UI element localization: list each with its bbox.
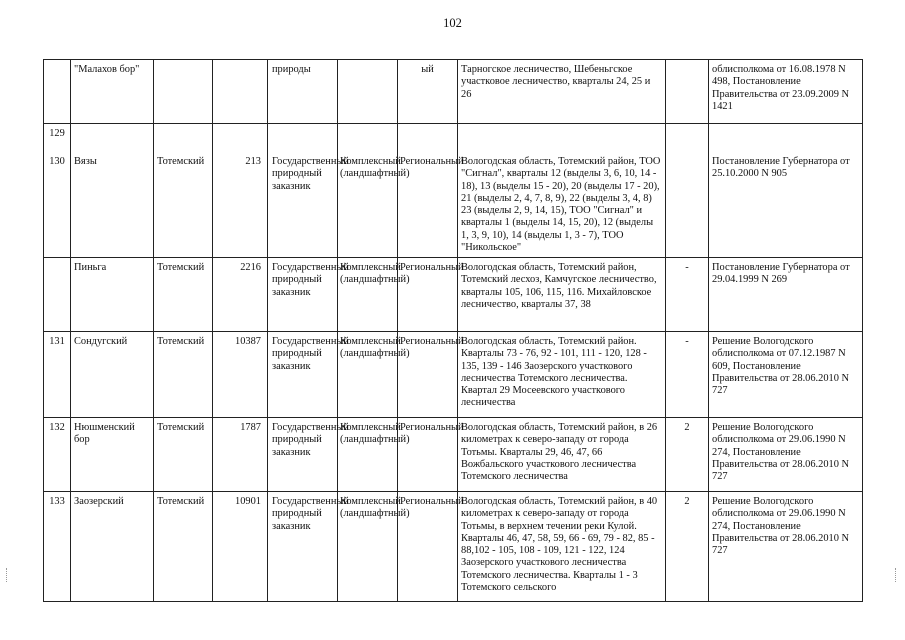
legal-document: Постановление Губернатора от 25.10.2000 N 905 — [709, 124, 863, 258]
area-kind: Государственный природный заказник — [268, 258, 338, 332]
area-size — [213, 60, 268, 124]
table-row — [44, 418, 863, 492]
row-number: 133 — [44, 492, 71, 602]
area-location: Тарногское лесничество, Шебеньгское участковое лесничество, кварталы 24, 25 и 26 — [458, 60, 666, 124]
area-significance: ый — [398, 60, 458, 124]
area-location: Вологодская область, Тотемский район, ТОО "Сигнал", кварталы 12 (выделы 3, 6, 10, 14 - 18), 13 (выделы 15 - 20), 20 (выделы 17 - 20), 21 (выделы 2, 4, 7, 8, 9), 22 (выделы 3, 4, 8) 23 (выделы 2, 9, 14, 15), ТОО "Сигнал" и кварталы 1 (выделы 14, 15, 20), 12 (выделы 1, 3, 9, 10), 14 (выделы 1, 3 - 7), ТОО "Никольское" — [458, 124, 666, 258]
table-row — [44, 332, 863, 418]
table-row — [44, 60, 863, 124]
area-significance: Региональный — [398, 124, 458, 258]
area-category: - — [666, 258, 709, 332]
area-size: 213 — [213, 124, 268, 258]
area-location: Вологодская область, Тотемский район, в 26 километрах к северо-западу от города Тотьмы. Кварталы 29, 46, 47, 66 Вожбальского участкового лесничества Тотемского лесничества — [458, 418, 666, 492]
area-name: Заозерский — [71, 492, 154, 602]
legal-document: облисполкома от 16.08.1978 N 498, Постановление Правительства от 23.09.2009 N 1421 — [709, 60, 863, 124]
area-name: Нюшменский бор — [71, 418, 154, 492]
table-row — [44, 492, 863, 602]
area-size: 10901 — [213, 492, 268, 602]
district: Тотемский — [154, 418, 213, 492]
legal-document: Решение Вологодского облисполкома от 29.06.1990 N 274, Постановление Правительства от 28.06.2010 N 727 — [709, 418, 863, 492]
area-profile — [338, 60, 398, 124]
area-profile: Комплексный (ландшафтный) — [338, 258, 398, 332]
area-location: Вологодская область, Тотемский район, Тотемский лесхоз, Камчугское лесничество, кварталы 105, 106, 115, 116. Михайловское лесничество, кварталы 37, 38 — [458, 258, 666, 332]
area-profile: Комплексный (ландшафтный) — [338, 418, 398, 492]
row-number — [44, 258, 71, 332]
area-size: 2216 — [213, 258, 268, 332]
district: Тотемский — [154, 258, 213, 332]
area-profile: Комплексный (ландшафтный) — [338, 332, 398, 418]
row-number: 132 — [44, 418, 71, 492]
area-profile: Комплексный (ландшафтный) — [338, 492, 398, 602]
area-category: 2 — [666, 492, 709, 602]
area-name: Сондугский — [71, 332, 154, 418]
area-kind: Государственный природный заказник — [268, 124, 338, 258]
area-name: "Малахов бор" — [71, 60, 154, 124]
area-name: Вязы — [71, 124, 154, 258]
protected-areas-table — [43, 59, 862, 602]
legal-document: Решение Вологодского облисполкома от 29.06.1990 N 274, Постановление Правительства от 28.06.2010 N 727 — [709, 492, 863, 602]
area-significance: Региональный — [398, 492, 458, 602]
district: Тотемский — [154, 492, 213, 602]
area-significance: Региональный — [398, 418, 458, 492]
area-kind: Государственный природный заказник — [268, 332, 338, 418]
district: Тотемский — [154, 124, 213, 258]
legal-document: Постановление Губернатора от 29.04.1999 N 269 — [709, 258, 863, 332]
district: Тотемский — [154, 332, 213, 418]
row-number-129: 129 — [49, 128, 65, 139]
area-significance: Региональный — [398, 258, 458, 332]
area-kind: природы — [268, 60, 338, 124]
area-category — [666, 60, 709, 124]
row-number — [44, 60, 71, 124]
area-name: Пиньга — [71, 258, 154, 332]
area-profile: Комплексный (ландшафтный) — [338, 124, 398, 258]
district — [154, 60, 213, 124]
row-number: 131 — [44, 332, 71, 418]
area-size: 10387 — [213, 332, 268, 418]
area-significance: Региональный — [398, 332, 458, 418]
row-number-130: 130 — [49, 156, 65, 168]
scan-edge-mark-left — [6, 568, 10, 582]
legal-document: Решение Вологодского облисполкома от 07.12.1987 N 609, Постановление Правительства от 28.06.2010 N 727 — [709, 332, 863, 418]
area-kind: Государственный природный заказник — [268, 418, 338, 492]
row-number — [44, 124, 71, 258]
area-category: 2 — [666, 418, 709, 492]
area-location: Вологодская область, Тотемский район. Кварталы 73 - 76, 92 - 101, 111 - 120, 128 - 135, 139 - 146 Заозерского участкового лесничества Тотемского лесничества. Квартал 29 Мосеевского участкового лесничества — [458, 332, 666, 418]
table-row — [44, 124, 863, 258]
area-kind: Государственный природный заказник — [268, 492, 338, 602]
area-size: 1787 — [213, 418, 268, 492]
table-row — [44, 258, 863, 332]
area-category: - — [666, 332, 709, 418]
area-category — [666, 124, 709, 258]
area-location: Вологодская область, Тотемский район, в 40 километрах к северо-западу от города Тотьмы, в верхнем течении реки Кулой. Кварталы 46, 47, 58, 59, 66 - 69, 79 - 82, 85 - 88,102 - 105, 108 - 109, 121 - 122, 124 Заозерского участкового лесничества Тотемского лесничества. Кварталы 1 - 3 Тотемского сельского — [458, 492, 666, 602]
scan-edge-mark-right — [895, 568, 899, 582]
page-number: 102 — [443, 16, 462, 30]
